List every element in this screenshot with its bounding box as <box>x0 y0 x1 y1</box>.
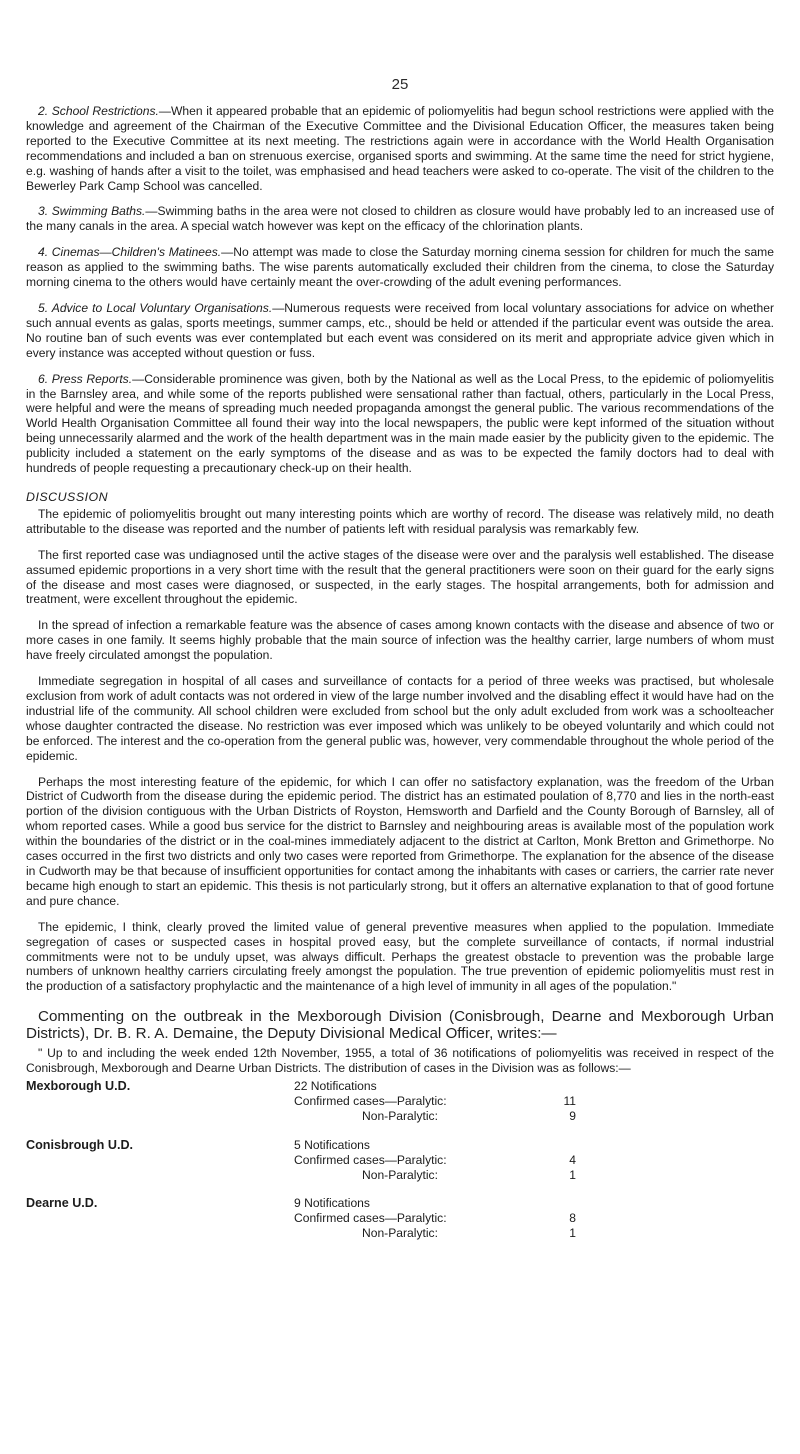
paragraph-title: 5. Advice to Local Voluntary Organisations. <box>38 300 273 315</box>
notifications: 9 Notifications <box>294 1196 370 1211</box>
commenting-heading: Commenting on the outbreak in the Mexborough Division (Conisbrough, Dearne and Mexborough Urban Districts), Dr. B. R. A. Demaine, the Deputy Divisional Medical Officer, writes:— <box>26 1008 774 1043</box>
notifications: 22 Notifications <box>294 1079 377 1094</box>
non-paralytic-label: Non-Paralytic: <box>362 1108 438 1123</box>
discussion-paragraph: The epidemic, I think, clearly proved the limited value of general preventive measures when applied to the population. Immediate segregation of cases or suspected cases in hospital proved easy, but the complete surveillance of contacts, if normal industrial commitments were not to be unduly upset, was always difficult. Perhaps the greatest obstacle to prevention was the probable large numbers of unknown healthy carriers circulating freely amongst the population. The true prevention of epidemic poliomyelitis must rest in the production of a satisfactory prophylactic and the maintenance of a high level of immunity in all ages of the population." <box>26 919 774 994</box>
division-detail <box>294 1138 576 1183</box>
non-paralytic-line <box>294 1109 576 1124</box>
discussion-paragraph: In the spread of infection a remarkable feature was the absence of cases among known contacts with the disease and absence of two or more cases in one family. It seems highly probable that the main source of infection was the healthy carrier, large numbers of whom must have freely circulated amongst the population. <box>26 618 774 663</box>
paralytic-label: Confirmed cases—Paralytic: <box>294 1152 447 1167</box>
division-name: Dearne U.D. <box>26 1196 98 1211</box>
paragraph-voluntary-organisations <box>26 301 774 361</box>
discussion-paragraph: The first reported case was undiagnosed until the active stages of the disease were over and the paralysis well established. The disease assumed epidemic proportions in a very short time with the result that the general practitioners were soon on their guard for the early signs of the disease and most cases were diagnosed, or suspected, in the early stages. The hospital arrangements, both for admission and treatment, were excellent throughout the epidemic. <box>26 547 774 607</box>
paralytic-line <box>294 1211 576 1226</box>
paragraph-press-reports <box>26 372 774 476</box>
paralytic-count: 8 <box>569 1211 576 1226</box>
paragraph-title: 4. Cinemas—Children's Matinees. <box>38 245 222 260</box>
discussion-heading: DISCUSSION <box>26 489 109 504</box>
division-name: Conisbrough U.D. <box>26 1137 134 1152</box>
paralytic-line <box>294 1094 576 1109</box>
paralytic-label: Confirmed cases—Paralytic: <box>294 1093 447 1108</box>
discussion-paragraph: Immediate segregation in hospital of all cases and surveillance of contacts for a period of three weeks was practised, but wholesale exclusion from work of adult contacts was not ordered in view of the large number involved and the disabling effect it would have had on the industrial life of the community. All school children were excluded from school but the only adult excluded from work was a schoolteacher whose daughter contracted the disease. No restriction was ever imposed which was unlikely to be obeyed voluntarily and which could not be enforced. The interest and the co-operation from the general public was, however, very commendable throughout the whole period of the epidemic. <box>26 674 774 763</box>
discussion-paragraph: The epidemic of poliomyelitis brought out many interesting points which are worthy of record. The disease was relatively mild, no death attributable to the disease was reported and the number of patients left with residual paralysis was remarkably few. <box>26 506 774 536</box>
paragraph-text: —Swimming baths in the area were not closed to children as closure would have probably led to an increased use of the many canals in the area. A special watch however was kept on the efficacy of the chlorination plants. <box>26 204 774 234</box>
distribution-row <box>26 1138 774 1183</box>
paragraph-title: 3. Swimming Baths. <box>38 204 146 219</box>
paralytic-line <box>294 1153 576 1168</box>
discussion-paragraph: Perhaps the most interesting feature of the epidemic, for which I can offer no satisfactory explanation, was the freedom of the Urban District of Cudworth from the disease during the epidemic period. The district has an estimated poulation of 8,770 and lies in the north-east portion of the division contiguous with the Urban Districts of Royston, Hemsworth and Darfield and the County Borough of Barnsley, all of whom reported cases. While a good bus service for the district to Barnsley and neighbouring areas is available most of the population work within the boundaries of the district or in the coal-mines immediately adjacent to the district at Carlton, Monk Bretton and Grimethorpe. No cases occurred in the first two districts and only two cases were reported from Grimethorpe. The explanation for the absence of the disease in Cudworth may be that because of insufficient opportunities for contact among the inhabitants with cases or carriers, the carrier rate never became high enough to start an epidemic. This thesis is not particularly strong, but it offers an alternative explanation to that of good fortune and pure chance. <box>26 774 774 908</box>
paragraph-text: —Numerous requests were received from local voluntary associations for advice on whether such annual events as galas, sports meetings, summer camps, etc., should be held or attended if the particular event was outside the area. No routine ban of such events was ever contemplated but each event was considered on its merit and appropriate advice given which in every instance was accepted without question or fuss. <box>26 300 774 360</box>
paragraph-swimming-baths <box>26 204 774 234</box>
division-detail <box>294 1196 576 1241</box>
distribution-row <box>26 1196 774 1241</box>
non-paralytic-count: 1 <box>569 1226 576 1241</box>
paragraph-school-restrictions <box>26 104 774 193</box>
division-name: Mexborough U.D. <box>26 1079 131 1094</box>
paragraph-text: —When it appeared probable that an epidemic of poliomyelitis had begun school restrictions were applied with the knowledge and agreement of the Chairman of the Executive Committee and the Divisional Education Officer, the measures taken being reported to the Executive Committee at its next meeting. The restrictions again were in accordance with the World Health Organisation recommendations and included a ban on strenuous exercise, organised sports and swimming. At the same time the need for strict hygiene, e.g. washing of hands after a visit to the toilet, was emphasised and head teachers were asked to co-operate. The visit of the children to the Bewerley Park Camp School was cancelled. <box>26 104 774 193</box>
distribution-table <box>26 1079 774 1241</box>
paragraph-text: —Considerable prominence was given, both by the National as well as the Local Press, to the epidemic of poliomyelitis in the Barnsley area, and while some of the reports published were sensational rather than factual, others, particularly in the Local Press, were helpful and were the means of spreading much needed propaganda amongst the general public. The various recommendations of the World Health Organisation Committee all found their way into the local newspapers, the public were kept informed of the situation without being unnecessarily alarmed and the work of the health department was in the main made easier by the publicity given to the epidemic. The publicity included a statement on the early symptoms of the disease and as was to be expected the family doctors had to deal with hundreds of people requesting a precautionary check-up on their health. <box>26 371 774 476</box>
paralytic-label: Confirmed cases—Paralytic: <box>294 1211 447 1226</box>
paragraph-text: —No attempt was made to close the Saturday morning cinema session for children for much the same reason as applied to the swimming baths. The wise parents automatically excluded their children from the cinema, to close the Saturday morning cinema to the others would have certainly meant the over-crowding of the adult evening performances. <box>26 245 774 290</box>
distribution-row <box>26 1079 774 1124</box>
document-body <box>26 104 774 1247</box>
paragraph-cinemas <box>26 245 774 290</box>
paralytic-count: 4 <box>569 1152 576 1167</box>
paragraph-title: 6. Press Reports. <box>38 371 133 386</box>
division-detail <box>294 1079 576 1124</box>
non-paralytic-line <box>294 1168 576 1183</box>
non-paralytic-label: Non-Paralytic: <box>362 1167 438 1182</box>
non-paralytic-count: 9 <box>569 1108 576 1123</box>
non-paralytic-count: 1 <box>569 1167 576 1182</box>
page-number: 25 <box>391 76 409 93</box>
non-paralytic-line <box>294 1226 576 1241</box>
quote-intro: " Up to and including the week ended 12th November, 1955, a total of 36 notifications of poliomyelitis was received in respect of the Conisbrough, Mexborough and Dearne Urban Districts. The distribution of cases in the Division was as follows:— <box>26 1046 774 1076</box>
paralytic-count: 11 <box>563 1093 576 1108</box>
paragraph-title: 2. School Restrictions. <box>38 104 159 118</box>
non-paralytic-label: Non-Paralytic: <box>362 1226 438 1241</box>
notifications: 5 Notifications <box>294 1137 370 1152</box>
